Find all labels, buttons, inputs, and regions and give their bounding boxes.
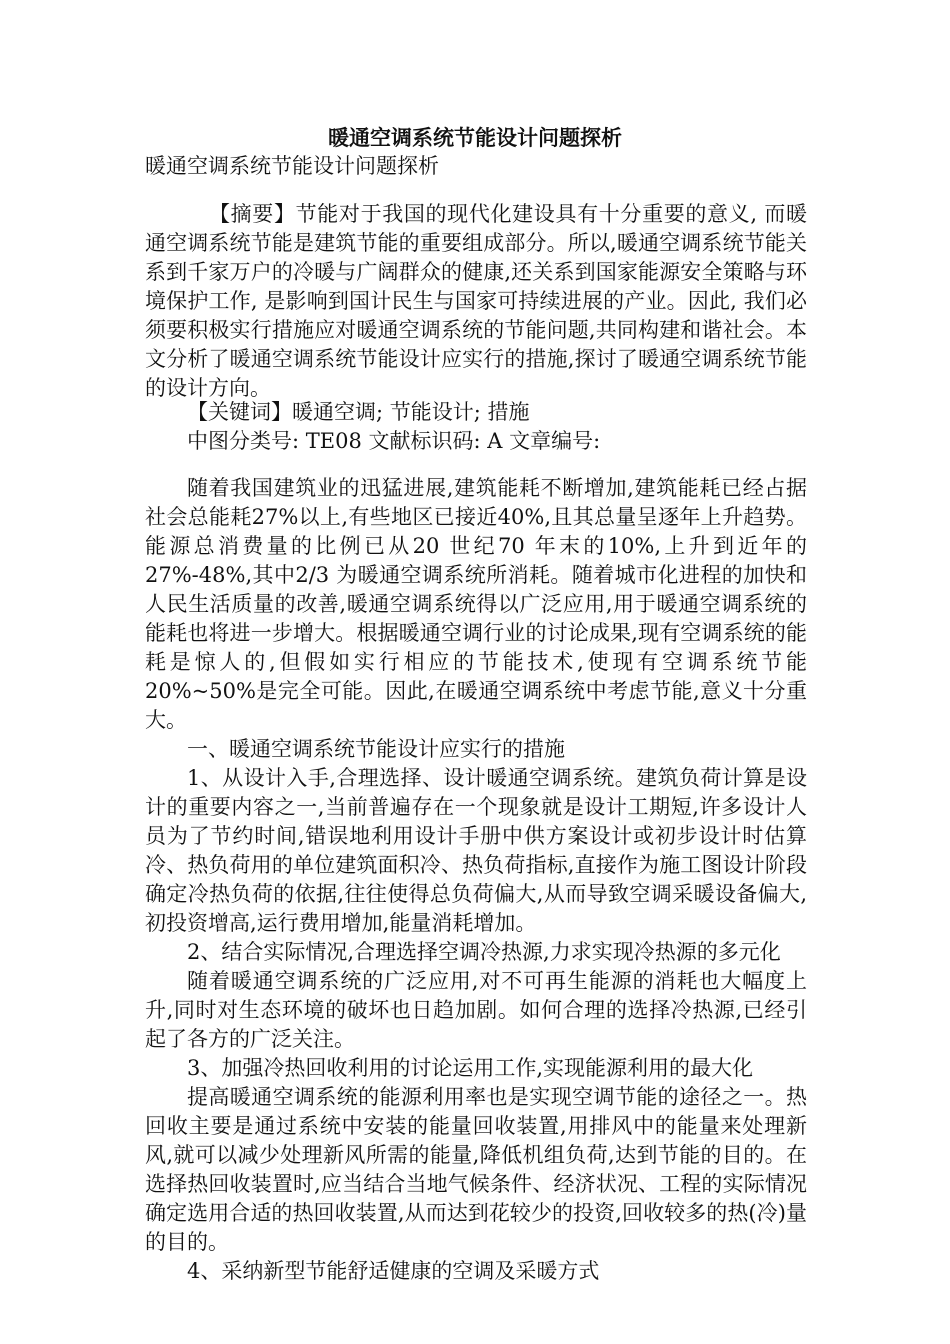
- body-paragraph-measure-1: 1、从设计入手,合理选择、设计暖通空调系统。建筑负荷计算是设计的重要内容之一,当前普遍存在一个现象就是设计工期短,许多设计人员为了节约时间,错误地利用设计手册中供方案设计或初步设计时估算冷、热负荷用的单位建筑面积冷、热负荷指标,直接作为施工图设计阶段确定冷热负荷的依据,往往使得总负荷偏大,从而导致空调采暖设备偏大,初投资增高,运行费用增加,能量消耗增加。: [145, 766, 807, 935]
- body-paragraph-measure-3: 3、加强冷热回收利用的讨论运用工作,实现能源利用的最大化: [187, 1056, 754, 1080]
- body-paragraph-measure-2: 2、结合实际情况,合理选择空调冷热源,力求实现冷热源的多元化: [187, 940, 781, 964]
- body-paragraph-measure-4: 4、采纳新型节能舒适健康的空调及采暖方式: [187, 1259, 600, 1283]
- keywords-line: 【关键词】暖通空调; 节能设计; 措施: [187, 400, 530, 424]
- body-block: [145, 474, 807, 1286]
- subtitle-block: [145, 152, 807, 181]
- document-title: 暖通空调系统节能设计问题探析: [328, 125, 622, 150]
- abstract-block: [145, 200, 807, 403]
- document-subtitle: 暖通空调系统节能设计问题探析: [145, 154, 439, 178]
- body-paragraph-measure-2-detail: 随着暖通空调系统的广泛应用,对不可再生能源的消耗也大幅度上升,同时对生态环境的破坏也日趋加剧。如何合理的选择冷热源,已经引起了各方的广泛关注。: [145, 969, 807, 1051]
- body-paragraph-measure-3-detail: 提高暖通空调系统的能源利用率也是实现空调节能的途径之一。热回收主要是通过系统中安装的能量回收装置,用排风中的能量来处理新风,就可以减少处理新风所需的能量,降低机组负荷,达到节能的目的。在选择热回收装置时,应当结合当地气候条件、经济状况、工程的实际情况确定选用合适的热回收装置,从而达到花较少的投资,回收较多的热(冷)量的目的。: [145, 1085, 807, 1254]
- classification-line: 中图分类号: TE08 文献标识码: A 文章编号:: [187, 429, 601, 453]
- keywords-block: [145, 398, 807, 456]
- section-heading-1: 一、暖通空调系统节能设计应实行的措施: [187, 737, 565, 761]
- body-paragraph-intro: 随着我国建筑业的迅猛进展,建筑能耗不断增加,建筑能耗已经占据社会总能耗27%以上,有些地区已接近40%,且其总量呈逐年上升趋势。能源总消费量的比例已从20 世纪70 年末的10%,上升到近年的27%-48%,其中2/3 为暖通空调系统所消耗。随着城市化进程的加快和人民生活质量的改善,暖通空调系统得以广泛应用,用于暖通空调系统的能耗也将进一步增大。根据暖通空调行业的讨论成果,现有空调系统的能耗是惊人的,但假如实行相应的节能技术,使现有空调系统节能20%~50%是完全可能。因此,在暖通空调系统中考虑节能,意义十分重大。: [145, 476, 807, 732]
- abstract-paragraph: 【摘要】节能对于我国的现代化建设具有十分重要的意义, 而暖通空调系统节能是建筑节能的重要组成部分。所以,暖通空调系统节能关系到千家万户的冷暖与广阔群众的健康,还关系到国家能源安全策略与环境保护工作, 是影响到国计民生与国家可持续进展的产业。因此, 我们必须要积极实行措施应对暖通空调系统的节能问题,共同构建和谐社会。本文分析了暖通空调系统节能设计应实行的措施,探讨了暖通空调系统节能的设计方向。: [145, 202, 807, 400]
